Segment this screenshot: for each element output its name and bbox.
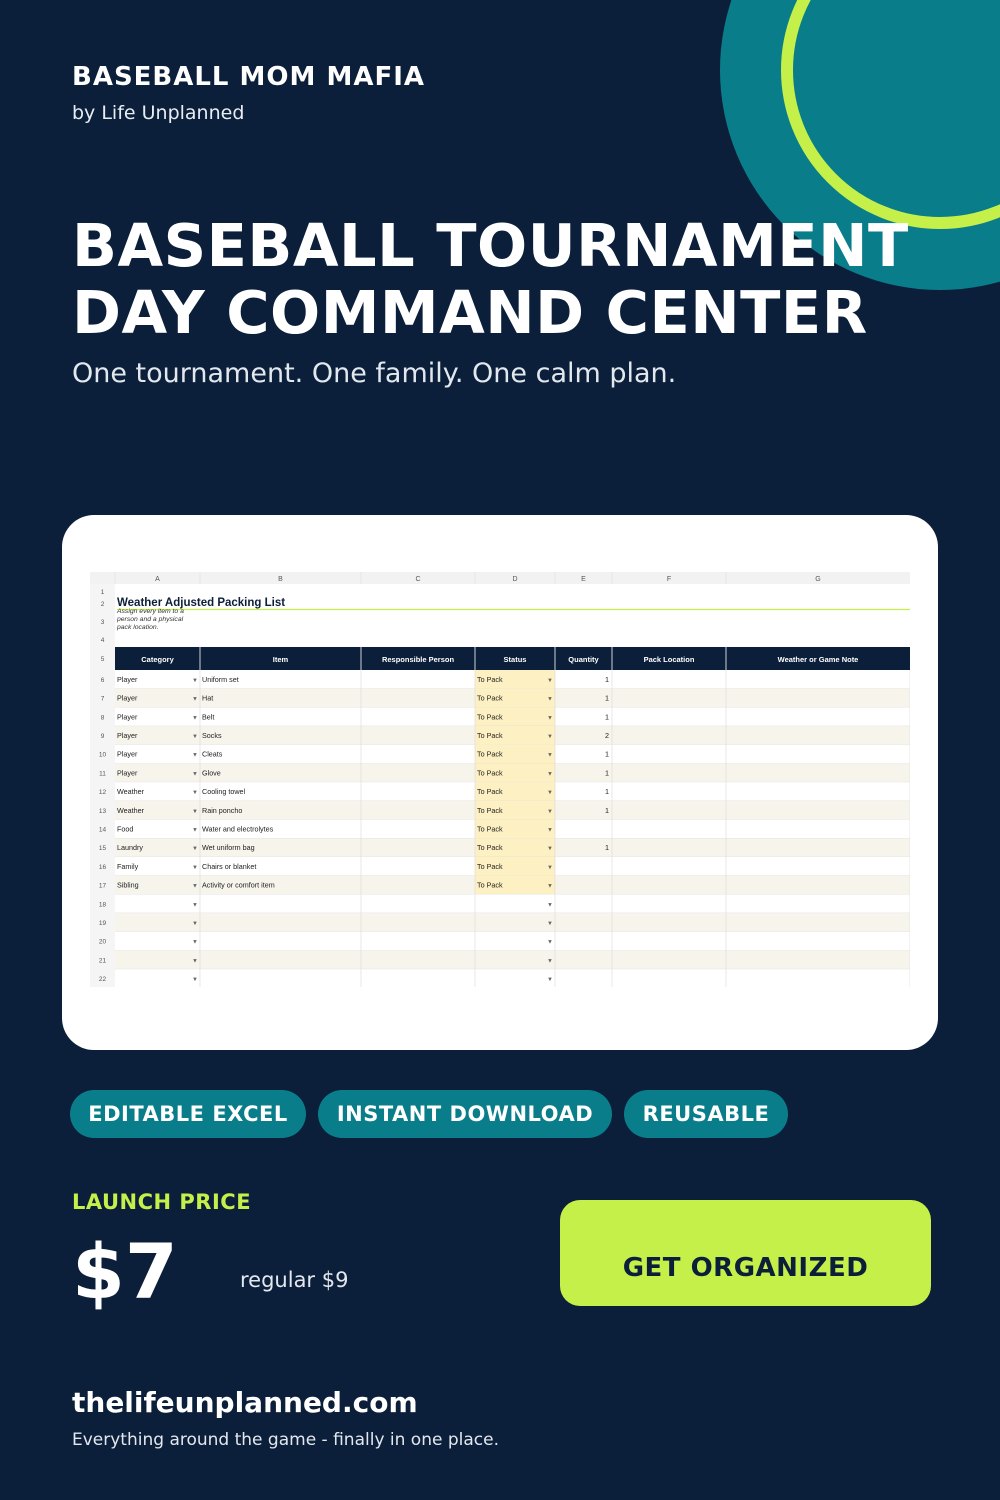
sheet-title: Weather Adjusted Packing List [117,597,286,609]
row-number: 20 [98,938,107,946]
category-cell: Family [117,861,139,871]
category-cell: Player [117,674,138,684]
category-cell: Player [117,749,138,759]
item-cell: Uniform set [202,674,239,684]
category-dropdown-arrow: ▼ [192,677,198,684]
status-cell: To Pack [477,674,503,684]
category-cell: Weather [117,805,145,815]
row-number: 8 [100,714,105,722]
category-dropdown-arrow: ▼ [192,715,198,722]
website-link[interactable]: thelifeunplanned.com [72,1386,418,1419]
spreadsheet-preview [90,572,910,987]
row-number: 15 [98,845,107,853]
status-cell: To Pack [477,730,503,740]
category-dropdown-arrow: ▼ [192,939,198,946]
row-number: 12 [98,789,107,797]
category-dropdown-arrow: ▼ [192,790,198,797]
status-dropdown-arrow: ▼ [547,696,553,703]
category-dropdown-arrow: ▼ [192,920,198,927]
status-cell: To Pack [477,843,503,853]
status-cell: To Pack [477,805,503,815]
status-dropdown-arrow: ▼ [547,883,553,890]
badge-editable-excel: EDITABLE EXCEL [70,1090,306,1138]
status-dropdown-arrow: ▼ [547,958,553,965]
category-dropdown-arrow: ▼ [192,902,198,909]
sheet-header-cell: Weather or Game Note [777,655,859,664]
sheet-row [115,894,910,913]
category-cell: Player [117,693,138,703]
quantity-cell: 1 [605,787,609,797]
quantity-cell: 1 [605,805,609,815]
item-cell: Socks [202,730,222,740]
sheet-subtitle-line: person and a physical [117,616,184,623]
row-number: 3 [100,619,105,626]
status-cell: To Pack [477,768,503,778]
sheet-header-cell: Responsible Person [381,655,455,664]
status-dropdown-arrow: ▼ [547,920,553,927]
sheet-header-cell: Pack Location [643,655,695,664]
status-dropdown-arrow: ▼ [547,752,553,759]
status-dropdown-arrow: ▼ [547,977,553,984]
category-cell: Player [117,712,138,722]
row-number: 2 [100,601,105,608]
tagline: One tournament. One family. One calm plan. [72,358,677,389]
sheet-header-cell: Category [141,655,174,664]
sheet-row [115,913,910,932]
category-cell: Player [117,730,138,740]
column-letter: C [415,576,421,583]
row-number: 11 [99,770,106,778]
status-dropdown-arrow: ▼ [547,864,553,871]
status-cell: To Pack [477,693,503,703]
sheet-subtitle-line: pack location. [117,624,159,631]
item-cell: Rain poncho [202,805,243,815]
row-number: 17 [98,882,107,890]
status-cell: To Pack [477,787,503,797]
row-number: 18 [98,901,107,909]
status-dropdown-arrow: ▼ [547,808,553,815]
column-letter-bar [90,572,910,584]
status-dropdown-arrow: ▼ [547,790,553,797]
row-number: 5 [100,656,105,663]
regular-price: regular $9 [240,1268,349,1292]
category-dropdown-arrow: ▼ [192,958,198,965]
category-cell: Laundry [117,843,143,853]
status-cell: To Pack [477,861,503,871]
category-dropdown-arrow: ▼ [192,771,198,778]
status-dropdown-arrow: ▼ [547,771,553,778]
row-number: 9 [100,732,105,740]
row-number: 4 [100,637,105,644]
column-letter: D [512,576,518,583]
sheet-row [115,969,910,987]
column-letter: E [581,576,586,583]
category-dropdown-arrow: ▼ [192,864,198,871]
quantity-cell: 1 [605,749,609,759]
category-dropdown-arrow: ▼ [192,808,198,815]
get-organized-button[interactable]: GET ORGANIZED [560,1200,931,1306]
row-number: 6 [100,676,105,684]
quantity-cell: 1 [605,712,609,722]
brand-name: BASEBALL MOM MAFIA [72,62,426,92]
item-cell: Water and electrolytes [202,824,274,834]
status-dropdown-arrow: ▼ [547,715,553,722]
item-cell: Glove [202,768,221,778]
row-number: 16 [98,863,107,871]
category-dropdown-arrow: ▼ [192,846,198,853]
status-dropdown-arrow: ▼ [547,902,553,909]
sheet-row [115,932,910,951]
category-dropdown-arrow: ▼ [192,733,198,740]
category-dropdown-arrow: ▼ [192,827,198,834]
column-letter: G [815,576,821,583]
status-dropdown-arrow: ▼ [547,827,553,834]
quantity-cell: 1 [605,693,609,703]
page-title [72,212,909,346]
item-cell: Hat [202,693,214,703]
sheet-header-cell: Quantity [568,655,599,664]
badge-instant-download: INSTANT DOWNLOAD [318,1090,612,1138]
column-letter: F [666,576,672,583]
price: $7 [72,1227,178,1316]
sheet-header-cell: Status [503,655,527,664]
category-dropdown-arrow: ▼ [192,752,198,759]
item-cell: Cooling towel [202,787,246,797]
row-number: 10 [98,751,107,759]
status-dropdown-arrow: ▼ [547,733,553,740]
category-dropdown-arrow: ▼ [192,696,198,703]
status-dropdown-arrow: ▼ [547,939,553,946]
status-cell: To Pack [477,712,503,722]
item-cell: Activity or comfort item [202,880,275,890]
launch-price-label: LAUNCH PRICE [72,1190,252,1214]
status-cell: To Pack [477,824,503,834]
item-cell: Belt [202,712,215,722]
category-cell: Weather [117,787,145,797]
category-cell: Player [117,768,138,778]
column-letter: A [155,576,160,583]
item-cell: Wet uniform bag [202,843,255,853]
quantity-cell: 1 [605,768,609,778]
footer-note: Everything around the game - finally in one place. [72,1430,499,1450]
badge-reusable: REUSABLE [624,1090,788,1138]
column-letter: B [278,576,283,583]
row-number: 7 [100,695,105,703]
item-cell: Chairs or blanket [202,861,257,871]
quantity-cell: 1 [605,843,609,853]
status-cell: To Pack [477,880,503,890]
row-number: 19 [98,919,107,927]
title-line-2: DAY COMMAND CENTER [72,278,868,347]
item-cell: Cleats [202,749,223,759]
quantity-cell: 2 [605,730,609,740]
row-number: 22 [98,976,107,984]
status-cell: To Pack [477,749,503,759]
row-number: 21 [98,957,107,965]
category-cell: Food [117,824,134,834]
row-number: 13 [98,807,107,815]
category-dropdown-arrow: ▼ [192,977,198,984]
status-dropdown-arrow: ▼ [547,846,553,853]
title-line-1: BASEBALL TOURNAMENT [72,211,909,280]
row-number: 1 [100,589,105,596]
sheet-header-cell: Item [272,655,289,664]
row-number: 14 [98,826,107,834]
quantity-cell: 1 [605,674,609,684]
status-dropdown-arrow: ▼ [547,677,553,684]
brand-byline: by Life Unplanned [72,102,245,124]
sheet-subtitle-line: Assign every item to a [117,608,184,615]
sheet-row [115,951,910,970]
category-cell: Sibling [117,880,139,890]
category-dropdown-arrow: ▼ [192,883,198,890]
